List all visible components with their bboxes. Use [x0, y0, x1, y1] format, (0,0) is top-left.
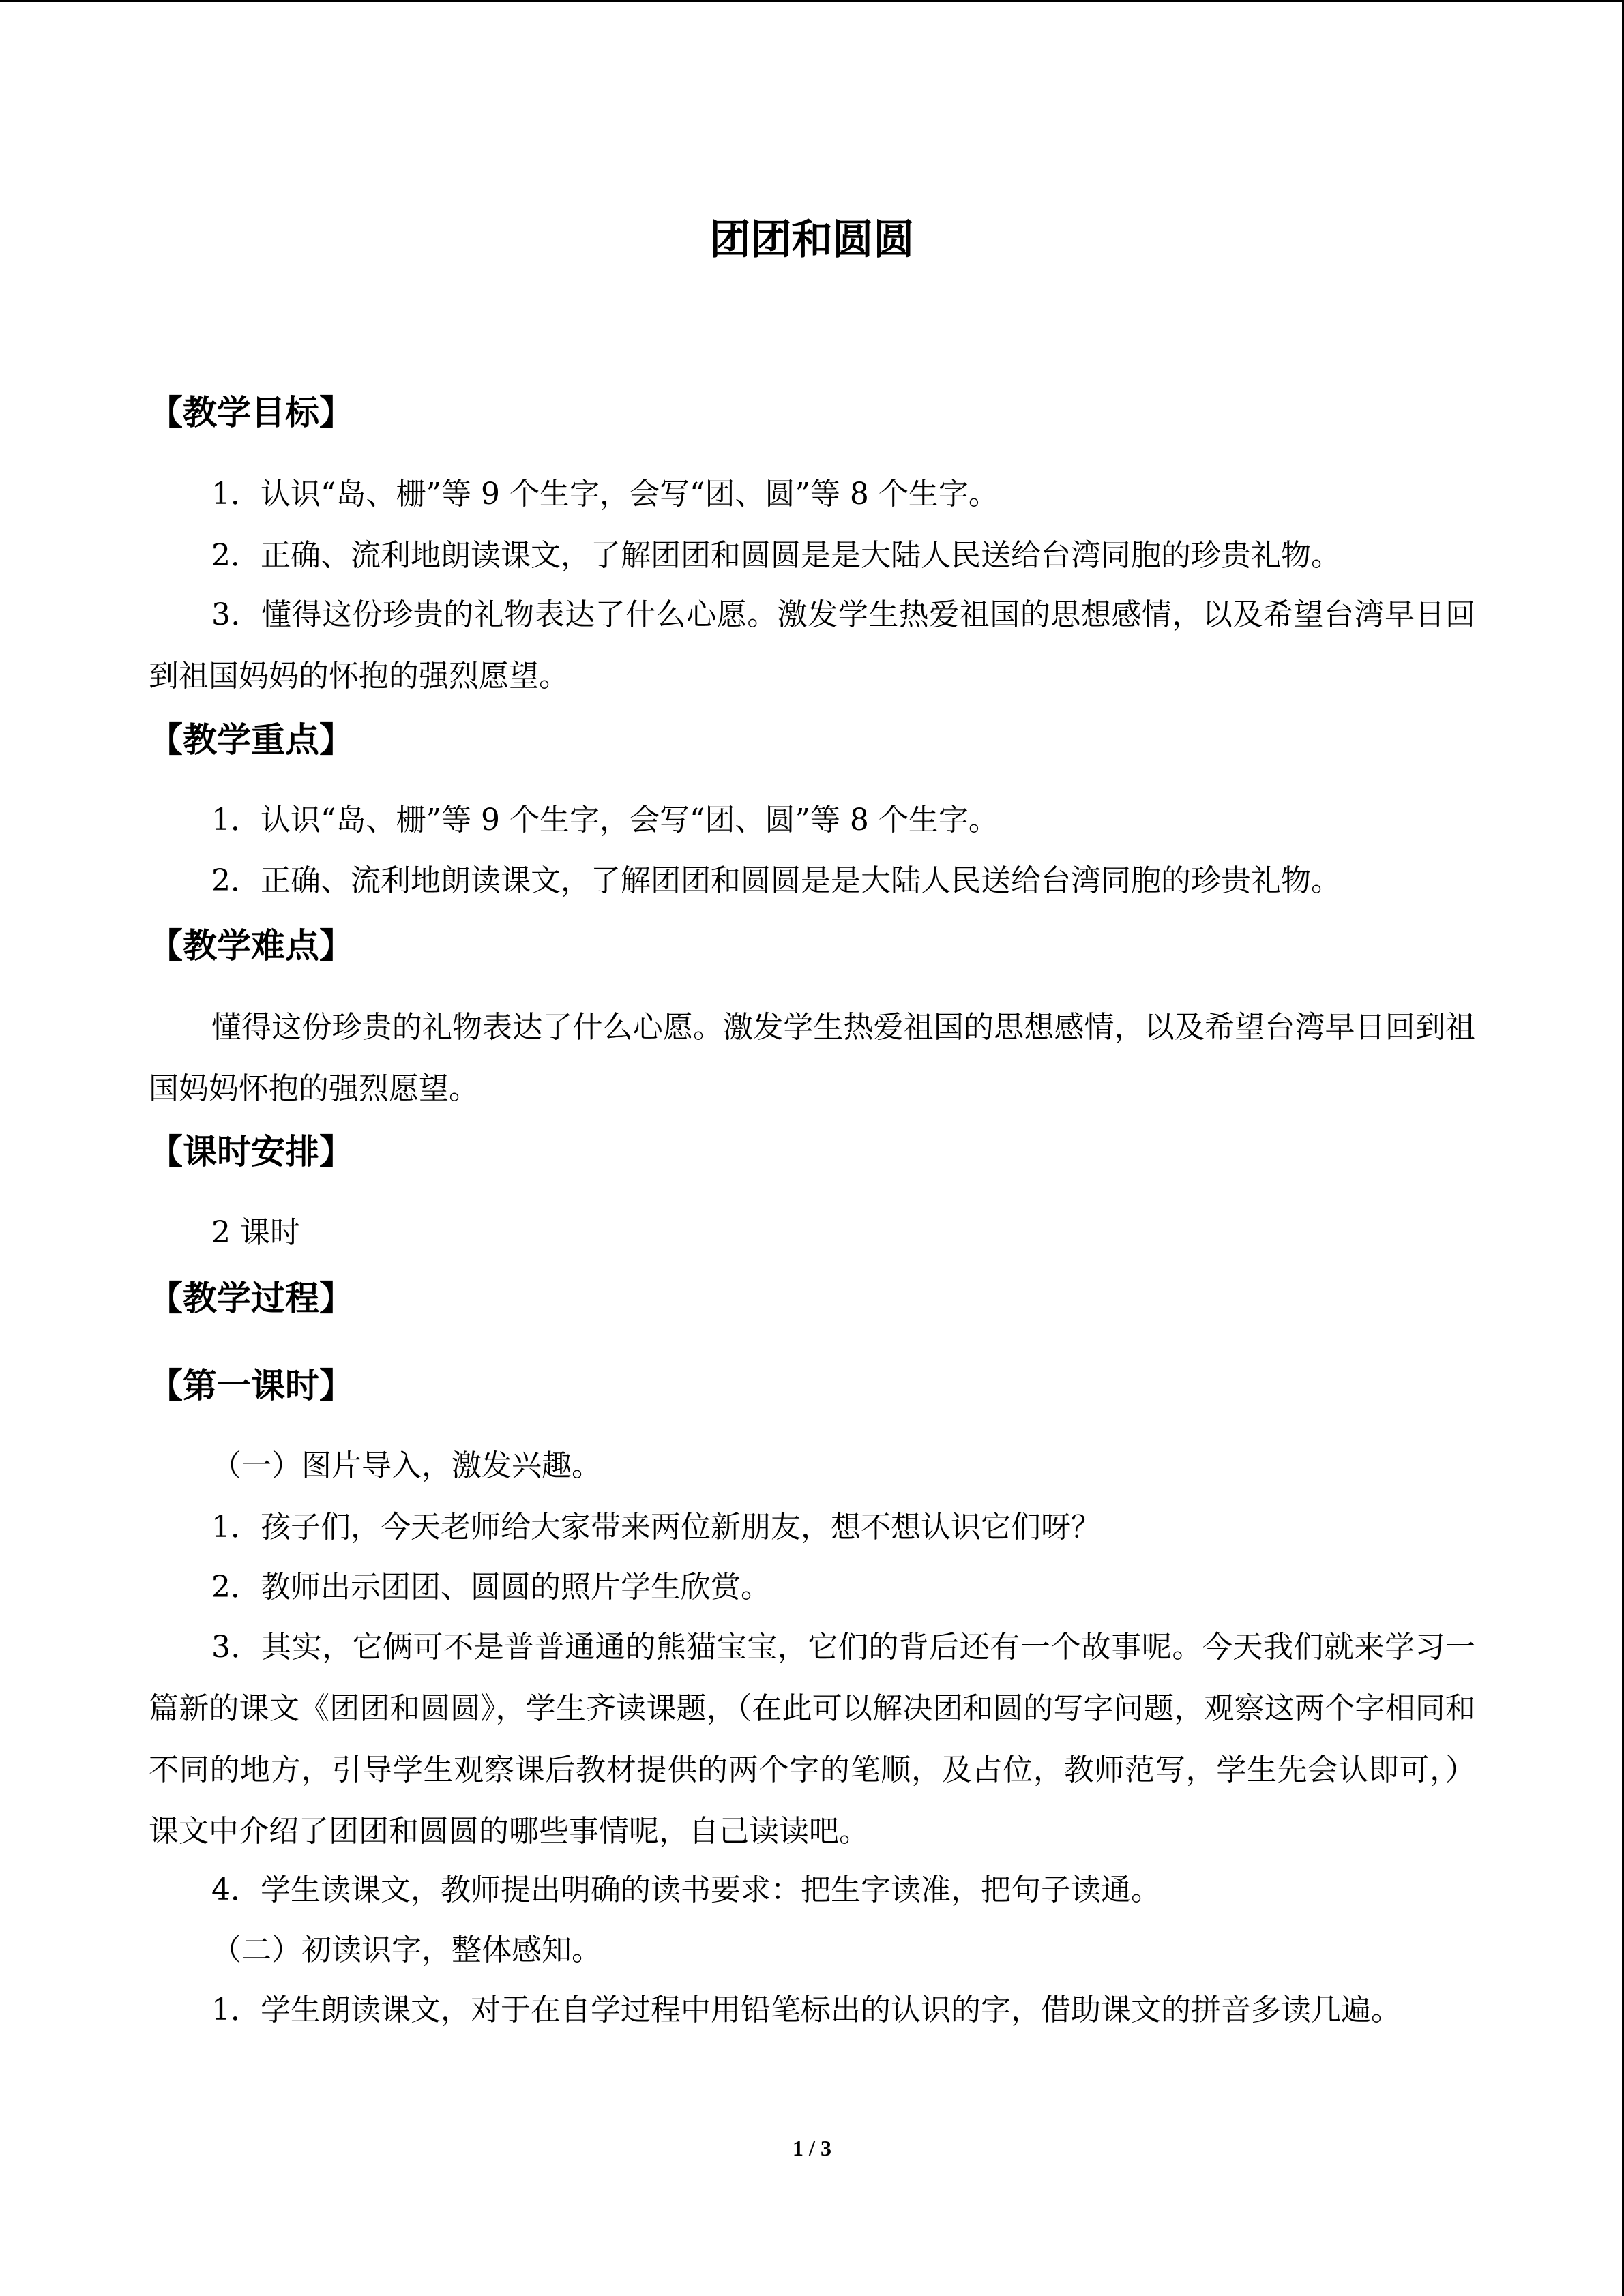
key-point-item-2: 2．正确、流利地朗读课文，了解团团和圆圆是是大陆人民送给台湾同胞的珍贵礼物。: [211, 863, 1341, 898]
section-heading-first-lesson: 【第一课时】: [149, 1366, 353, 1405]
goal-item-2: 2．正确、流利地朗读课文，了解团团和圆圆是是大陆人民送给台湾同胞的珍贵礼物。: [211, 538, 1341, 573]
lesson-part-two: （二）初读识字，整体感知。: [211, 1933, 602, 1967]
goal-item-1: 1．认识“岛、栅”等 9 个生字，会写“团、圆”等 8 个生字。: [211, 477, 999, 511]
section-heading-key-points: 【教学重点】: [149, 720, 353, 760]
lesson-step-4: 4．学生读课文，教师提出明确的读书要求：把生字读准，把句子读通。: [211, 1873, 1161, 1907]
lesson-step-1: 1．孩子们，今天老师给大家带来两位新朋友，想不想认识它们呀？: [211, 1510, 1101, 1545]
page-number: 1 / 3: [793, 2136, 831, 2160]
lesson-step-2: 2．教师出示团团、圆圆的照片学生欣赏。: [211, 1570, 771, 1605]
difficulties-text: 懂得这份珍贵的礼物表达了什么心愿。激发学生热爱祖国的思想感情，以及希望台湾早日回到祖国妈妈怀抱的强烈愿望。: [149, 1010, 1475, 1106]
lesson-step-intro: （一）图片导入，激发兴趣。: [211, 1448, 602, 1483]
document-title: 团团和圆圆: [709, 216, 915, 264]
lesson-step-3: 3．其实，它俩可不是普普通通的熊猫宝宝，它们的背后还有一个故事呢。今天我们就来学习一篇新的课文《团团和圆圆》，学生齐读课题，（在此可以解决团和圆的写字问题，观察这两个字相同和不同的地方，引导学生观察课后教材提供的两个字的笔顺，及占位，教师范写，学生先会认即可，）课文中介绍了团团和圆圆的哪些事情呢，自己读读吧。: [149, 1630, 1475, 1849]
section-heading-schedule: 【课时安排】: [149, 1132, 353, 1172]
lesson-part-two-step-1: 1．学生朗读课文，对于在自学过程中用铅笔标出的认识的字，借助课文的拼音多读几遍。: [211, 1993, 1401, 2027]
section-heading-process: 【教学过程】: [149, 1279, 353, 1318]
goal-item-3: 3．懂得这份珍贵的礼物表达了什么心愿。激发学生热爱祖国的思想感情，以及希望台湾早日回到祖国妈妈的怀抱的强烈愿望。: [149, 597, 1475, 694]
key-point-item-1: 1．认识“岛、栅”等 9 个生字，会写“团、圆”等 8 个生字。: [211, 803, 999, 837]
page-border-top: [0, 0, 1624, 2]
schedule-text: 2 课时: [211, 1215, 300, 1250]
section-heading-goals: 【教学目标】: [149, 393, 353, 432]
section-heading-difficulties: 【教学难点】: [149, 926, 353, 966]
